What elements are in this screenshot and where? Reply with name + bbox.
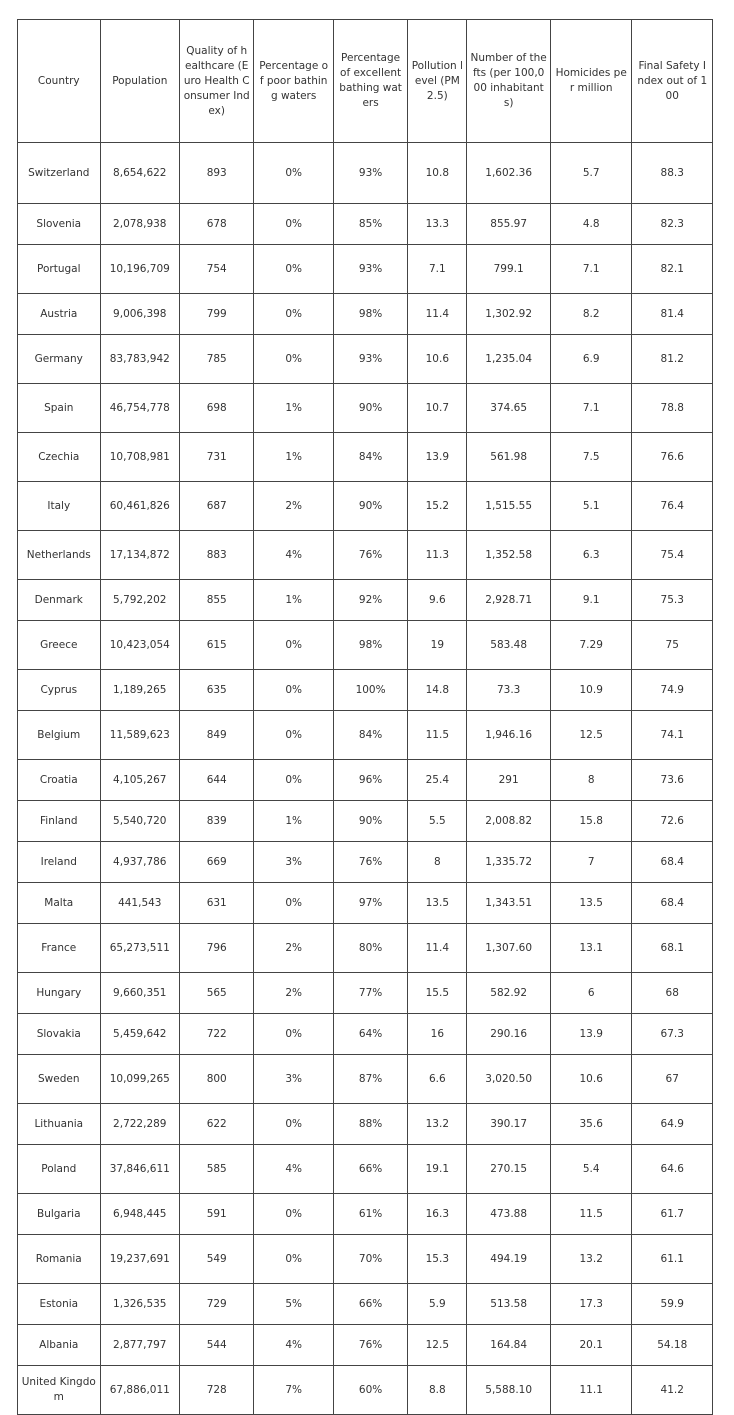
cell-thefts: 494.19	[467, 1235, 551, 1284]
cell-population: 10,196,709	[100, 245, 179, 294]
cell-country: Czechia	[18, 433, 101, 482]
cell-pollution: 8	[408, 842, 467, 883]
cell-healthcare: 729	[180, 1284, 254, 1325]
cell-pollution: 12.5	[408, 1325, 467, 1366]
cell-excellent-bathing: 84%	[333, 433, 407, 482]
column-header-safety-index: Final Safety Index out of 100	[632, 20, 713, 143]
cell-thefts: 473.88	[467, 1194, 551, 1235]
cell-poor-bathing: 0%	[254, 1104, 333, 1145]
cell-country: Hungary	[18, 973, 101, 1014]
cell-country: Spain	[18, 384, 101, 433]
cell-healthcare: 678	[180, 204, 254, 245]
cell-pollution: 13.5	[408, 883, 467, 924]
table-row	[18, 621, 713, 670]
cell-healthcare: 893	[180, 143, 254, 204]
cell-healthcare: 544	[180, 1325, 254, 1366]
cell-country: United Kingdom	[18, 1366, 101, 1415]
cell-excellent-bathing: 93%	[333, 143, 407, 204]
cell-country: France	[18, 924, 101, 973]
cell-poor-bathing: 0%	[254, 670, 333, 711]
cell-poor-bathing: 2%	[254, 973, 333, 1014]
cell-population: 19,237,691	[100, 1235, 179, 1284]
cell-pollution: 16	[408, 1014, 467, 1055]
cell-population: 10,708,981	[100, 433, 179, 482]
cell-homicides: 6.3	[550, 531, 632, 580]
table-row	[18, 1366, 713, 1415]
cell-poor-bathing: 3%	[254, 1055, 333, 1104]
cell-pollution: 14.8	[408, 670, 467, 711]
cell-country: Romania	[18, 1235, 101, 1284]
table-row	[18, 842, 713, 883]
cell-poor-bathing: 0%	[254, 143, 333, 204]
cell-excellent-bathing: 98%	[333, 621, 407, 670]
cell-excellent-bathing: 88%	[333, 1104, 407, 1145]
cell-thefts: 270.15	[467, 1145, 551, 1194]
cell-homicides: 7.5	[550, 433, 632, 482]
cell-safety-index: 54.18	[632, 1325, 713, 1366]
cell-safety-index: 72.6	[632, 801, 713, 842]
cell-healthcare: 549	[180, 1235, 254, 1284]
cell-safety-index: 68.4	[632, 883, 713, 924]
cell-homicides: 10.9	[550, 670, 632, 711]
cell-pollution: 15.3	[408, 1235, 467, 1284]
cell-homicides: 12.5	[550, 711, 632, 760]
table-row	[18, 670, 713, 711]
cell-country: Switzerland	[18, 143, 101, 204]
cell-poor-bathing: 0%	[254, 245, 333, 294]
cell-country: Portugal	[18, 245, 101, 294]
cell-population: 65,273,511	[100, 924, 179, 973]
cell-excellent-bathing: 100%	[333, 670, 407, 711]
cell-poor-bathing: 4%	[254, 531, 333, 580]
column-header-pollution: Pollution level (PM2.5)	[408, 20, 467, 143]
cell-thefts: 1,343.51	[467, 883, 551, 924]
table-row	[18, 482, 713, 531]
cell-healthcare: 839	[180, 801, 254, 842]
cell-population: 9,660,351	[100, 973, 179, 1014]
cell-country: Estonia	[18, 1284, 101, 1325]
cell-thefts: 1,335.72	[467, 842, 551, 883]
table-row	[18, 335, 713, 384]
cell-safety-index: 61.7	[632, 1194, 713, 1235]
cell-thefts: 2,928.71	[467, 580, 551, 621]
cell-population: 1,189,265	[100, 670, 179, 711]
cell-homicides: 7.1	[550, 384, 632, 433]
table-row	[18, 580, 713, 621]
column-header-homicides: Homicides per million	[550, 20, 632, 143]
cell-population: 11,589,623	[100, 711, 179, 760]
column-header-poor-bathing: Percentage of poor bathing waters	[254, 20, 333, 143]
cell-safety-index: 68.4	[632, 842, 713, 883]
table-row	[18, 1055, 713, 1104]
cell-excellent-bathing: 66%	[333, 1284, 407, 1325]
table-row	[18, 1104, 713, 1145]
cell-country: Malta	[18, 883, 101, 924]
cell-population: 5,459,642	[100, 1014, 179, 1055]
table-row	[18, 801, 713, 842]
cell-country: Greece	[18, 621, 101, 670]
table-row	[18, 204, 713, 245]
cell-thefts: 1,515.55	[467, 482, 551, 531]
cell-safety-index: 75.3	[632, 580, 713, 621]
cell-poor-bathing: 7%	[254, 1366, 333, 1415]
cell-country: Albania	[18, 1325, 101, 1366]
cell-safety-index: 68	[632, 973, 713, 1014]
cell-pollution: 13.2	[408, 1104, 467, 1145]
cell-thefts: 583.48	[467, 621, 551, 670]
cell-thefts: 290.16	[467, 1014, 551, 1055]
cell-pollution: 11.3	[408, 531, 467, 580]
cell-healthcare: 799	[180, 294, 254, 335]
cell-healthcare: 785	[180, 335, 254, 384]
cell-excellent-bathing: 64%	[333, 1014, 407, 1055]
table-row	[18, 760, 713, 801]
cell-homicides: 17.3	[550, 1284, 632, 1325]
cell-homicides: 6.9	[550, 335, 632, 384]
cell-pollution: 11.4	[408, 294, 467, 335]
cell-excellent-bathing: 87%	[333, 1055, 407, 1104]
cell-poor-bathing: 2%	[254, 924, 333, 973]
cell-poor-bathing: 4%	[254, 1325, 333, 1366]
cell-pollution: 11.5	[408, 711, 467, 760]
cell-poor-bathing: 1%	[254, 433, 333, 482]
cell-population: 67,886,011	[100, 1366, 179, 1415]
cell-excellent-bathing: 76%	[333, 842, 407, 883]
cell-country: Slovenia	[18, 204, 101, 245]
cell-population: 6,948,445	[100, 1194, 179, 1235]
table-row	[18, 1284, 713, 1325]
cell-safety-index: 73.6	[632, 760, 713, 801]
cell-healthcare: 631	[180, 883, 254, 924]
cell-homicides: 13.5	[550, 883, 632, 924]
cell-excellent-bathing: 96%	[333, 760, 407, 801]
cell-safety-index: 67.3	[632, 1014, 713, 1055]
cell-healthcare: 591	[180, 1194, 254, 1235]
cell-healthcare: 728	[180, 1366, 254, 1415]
cell-healthcare: 855	[180, 580, 254, 621]
cell-thefts: 513.58	[467, 1284, 551, 1325]
cell-poor-bathing: 1%	[254, 384, 333, 433]
column-header-thefts: Number of thefts (per 100,000 inhabitants)	[467, 20, 551, 143]
cell-homicides: 13.1	[550, 924, 632, 973]
cell-population: 1,326,535	[100, 1284, 179, 1325]
cell-country: Ireland	[18, 842, 101, 883]
cell-homicides: 7.29	[550, 621, 632, 670]
cell-safety-index: 75.4	[632, 531, 713, 580]
table-row	[18, 245, 713, 294]
cell-thefts: 390.17	[467, 1104, 551, 1145]
cell-homicides: 11.5	[550, 1194, 632, 1235]
cell-poor-bathing: 1%	[254, 580, 333, 621]
cell-population: 9,006,398	[100, 294, 179, 335]
cell-thefts: 1,307.60	[467, 924, 551, 973]
cell-pollution: 19	[408, 621, 467, 670]
cell-excellent-bathing: 70%	[333, 1235, 407, 1284]
cell-country: Lithuania	[18, 1104, 101, 1145]
cell-thefts: 1,946.16	[467, 711, 551, 760]
cell-population: 441,543	[100, 883, 179, 924]
cell-excellent-bathing: 61%	[333, 1194, 407, 1235]
cell-safety-index: 78.8	[632, 384, 713, 433]
cell-thefts: 2,008.82	[467, 801, 551, 842]
cell-healthcare: 615	[180, 621, 254, 670]
cell-healthcare: 644	[180, 760, 254, 801]
cell-homicides: 9.1	[550, 580, 632, 621]
cell-pollution: 5.9	[408, 1284, 467, 1325]
cell-excellent-bathing: 90%	[333, 384, 407, 433]
cell-pollution: 15.5	[408, 973, 467, 1014]
cell-healthcare: 687	[180, 482, 254, 531]
cell-poor-bathing: 1%	[254, 801, 333, 842]
cell-poor-bathing: 0%	[254, 1194, 333, 1235]
cell-excellent-bathing: 85%	[333, 204, 407, 245]
header-row	[18, 20, 713, 143]
cell-excellent-bathing: 60%	[333, 1366, 407, 1415]
cell-thefts: 1,235.04	[467, 335, 551, 384]
cell-poor-bathing: 5%	[254, 1284, 333, 1325]
cell-homicides: 8.2	[550, 294, 632, 335]
cell-population: 37,846,611	[100, 1145, 179, 1194]
cell-thefts: 5,588.10	[467, 1366, 551, 1415]
cell-healthcare: 585	[180, 1145, 254, 1194]
cell-safety-index: 82.1	[632, 245, 713, 294]
cell-population: 2,722,289	[100, 1104, 179, 1145]
cell-poor-bathing: 0%	[254, 883, 333, 924]
cell-thefts: 291	[467, 760, 551, 801]
cell-healthcare: 800	[180, 1055, 254, 1104]
cell-country: Poland	[18, 1145, 101, 1194]
cell-safety-index: 76.4	[632, 482, 713, 531]
cell-homicides: 7	[550, 842, 632, 883]
cell-safety-index: 81.4	[632, 294, 713, 335]
cell-pollution: 5.5	[408, 801, 467, 842]
cell-healthcare: 565	[180, 973, 254, 1014]
cell-excellent-bathing: 66%	[333, 1145, 407, 1194]
cell-homicides: 8	[550, 760, 632, 801]
cell-country: Croatia	[18, 760, 101, 801]
cell-safety-index: 88.3	[632, 143, 713, 204]
cell-country: Sweden	[18, 1055, 101, 1104]
cell-pollution: 7.1	[408, 245, 467, 294]
column-header-healthcare: Quality of healthcare (Euro Health Consumer Index)	[180, 20, 254, 143]
cell-safety-index: 74.9	[632, 670, 713, 711]
cell-excellent-bathing: 80%	[333, 924, 407, 973]
cell-pollution: 10.7	[408, 384, 467, 433]
table-row	[18, 531, 713, 580]
cell-homicides: 7.1	[550, 245, 632, 294]
cell-homicides: 13.2	[550, 1235, 632, 1284]
table-row	[18, 1145, 713, 1194]
cell-population: 46,754,778	[100, 384, 179, 433]
table-row	[18, 433, 713, 482]
cell-population: 5,792,202	[100, 580, 179, 621]
cell-homicides: 35.6	[550, 1104, 632, 1145]
cell-poor-bathing: 0%	[254, 621, 333, 670]
cell-safety-index: 82.3	[632, 204, 713, 245]
cell-pollution: 15.2	[408, 482, 467, 531]
table-row	[18, 1235, 713, 1284]
table-row	[18, 973, 713, 1014]
cell-country: Germany	[18, 335, 101, 384]
cell-safety-index: 61.1	[632, 1235, 713, 1284]
cell-safety-index: 68.1	[632, 924, 713, 973]
cell-safety-index: 64.6	[632, 1145, 713, 1194]
cell-poor-bathing: 0%	[254, 760, 333, 801]
cell-thefts: 164.84	[467, 1325, 551, 1366]
table-row	[18, 384, 713, 433]
cell-excellent-bathing: 92%	[333, 580, 407, 621]
table-row	[18, 1194, 713, 1235]
cell-pollution: 13.3	[408, 204, 467, 245]
cell-homicides: 6	[550, 973, 632, 1014]
cell-population: 10,099,265	[100, 1055, 179, 1104]
cell-healthcare: 849	[180, 711, 254, 760]
cell-homicides: 5.4	[550, 1145, 632, 1194]
cell-thefts: 582.92	[467, 973, 551, 1014]
cell-pollution: 11.4	[408, 924, 467, 973]
cell-healthcare: 622	[180, 1104, 254, 1145]
cell-pollution: 10.8	[408, 143, 467, 204]
table-row	[18, 294, 713, 335]
cell-country: Austria	[18, 294, 101, 335]
safety-index-table	[17, 19, 713, 1415]
cell-poor-bathing: 0%	[254, 1235, 333, 1284]
cell-country: Finland	[18, 801, 101, 842]
table-row	[18, 1014, 713, 1055]
cell-thefts: 73.3	[467, 670, 551, 711]
cell-pollution: 6.6	[408, 1055, 467, 1104]
cell-healthcare: 722	[180, 1014, 254, 1055]
cell-homicides: 5.1	[550, 482, 632, 531]
cell-excellent-bathing: 98%	[333, 294, 407, 335]
cell-population: 4,105,267	[100, 760, 179, 801]
cell-excellent-bathing: 93%	[333, 335, 407, 384]
cell-safety-index: 81.2	[632, 335, 713, 384]
cell-country: Denmark	[18, 580, 101, 621]
cell-country: Belgium	[18, 711, 101, 760]
cell-safety-index: 74.1	[632, 711, 713, 760]
cell-population: 4,937,786	[100, 842, 179, 883]
cell-poor-bathing: 0%	[254, 335, 333, 384]
cell-healthcare: 883	[180, 531, 254, 580]
cell-pollution: 13.9	[408, 433, 467, 482]
cell-excellent-bathing: 76%	[333, 1325, 407, 1366]
cell-country: Italy	[18, 482, 101, 531]
cell-homicides: 10.6	[550, 1055, 632, 1104]
cell-thefts: 1,352.58	[467, 531, 551, 580]
cell-healthcare: 698	[180, 384, 254, 433]
cell-homicides: 15.8	[550, 801, 632, 842]
cell-thefts: 561.98	[467, 433, 551, 482]
table-row	[18, 711, 713, 760]
cell-country: Slovakia	[18, 1014, 101, 1055]
cell-pollution: 9.6	[408, 580, 467, 621]
cell-population: 83,783,942	[100, 335, 179, 384]
cell-safety-index: 75	[632, 621, 713, 670]
cell-thefts: 1,302.92	[467, 294, 551, 335]
cell-pollution: 25.4	[408, 760, 467, 801]
cell-poor-bathing: 2%	[254, 482, 333, 531]
table-row	[18, 924, 713, 973]
cell-country: Netherlands	[18, 531, 101, 580]
cell-poor-bathing: 0%	[254, 204, 333, 245]
cell-safety-index: 64.9	[632, 1104, 713, 1145]
cell-safety-index: 67	[632, 1055, 713, 1104]
table-row	[18, 883, 713, 924]
cell-pollution: 10.6	[408, 335, 467, 384]
cell-healthcare: 796	[180, 924, 254, 973]
cell-homicides: 4.8	[550, 204, 632, 245]
cell-healthcare: 635	[180, 670, 254, 711]
cell-healthcare: 754	[180, 245, 254, 294]
cell-homicides: 20.1	[550, 1325, 632, 1366]
cell-population: 17,134,872	[100, 531, 179, 580]
cell-population: 60,461,826	[100, 482, 179, 531]
cell-poor-bathing: 0%	[254, 294, 333, 335]
cell-homicides: 13.9	[550, 1014, 632, 1055]
cell-thefts: 799.1	[467, 245, 551, 294]
cell-healthcare: 731	[180, 433, 254, 482]
cell-excellent-bathing: 93%	[333, 245, 407, 294]
cell-thefts: 374.65	[467, 384, 551, 433]
cell-poor-bathing: 0%	[254, 711, 333, 760]
cell-thefts: 3,020.50	[467, 1055, 551, 1104]
cell-country: Cyprus	[18, 670, 101, 711]
cell-poor-bathing: 3%	[254, 842, 333, 883]
cell-population: 2,078,938	[100, 204, 179, 245]
cell-population: 8,654,622	[100, 143, 179, 204]
cell-pollution: 8.8	[408, 1366, 467, 1415]
cell-excellent-bathing: 77%	[333, 973, 407, 1014]
cell-pollution: 16.3	[408, 1194, 467, 1235]
column-header-population: Population	[100, 20, 179, 143]
cell-thefts: 1,602.36	[467, 143, 551, 204]
cell-safety-index: 41.2	[632, 1366, 713, 1415]
cell-excellent-bathing: 84%	[333, 711, 407, 760]
cell-population: 5,540,720	[100, 801, 179, 842]
cell-excellent-bathing: 90%	[333, 482, 407, 531]
column-header-excellent-bathing: Percentage of excellent bathing waters	[333, 20, 407, 143]
cell-excellent-bathing: 76%	[333, 531, 407, 580]
cell-excellent-bathing: 97%	[333, 883, 407, 924]
cell-safety-index: 76.6	[632, 433, 713, 482]
table-row	[18, 143, 713, 204]
cell-population: 2,877,797	[100, 1325, 179, 1366]
table-row	[18, 1325, 713, 1366]
cell-excellent-bathing: 90%	[333, 801, 407, 842]
column-header-country: Country	[18, 20, 101, 143]
cell-country: Bulgaria	[18, 1194, 101, 1235]
cell-homicides: 11.1	[550, 1366, 632, 1415]
cell-population: 10,423,054	[100, 621, 179, 670]
cell-thefts: 855.97	[467, 204, 551, 245]
cell-homicides: 5.7	[550, 143, 632, 204]
cell-safety-index: 59.9	[632, 1284, 713, 1325]
cell-healthcare: 669	[180, 842, 254, 883]
cell-poor-bathing: 0%	[254, 1014, 333, 1055]
cell-pollution: 19.1	[408, 1145, 467, 1194]
cell-poor-bathing: 4%	[254, 1145, 333, 1194]
